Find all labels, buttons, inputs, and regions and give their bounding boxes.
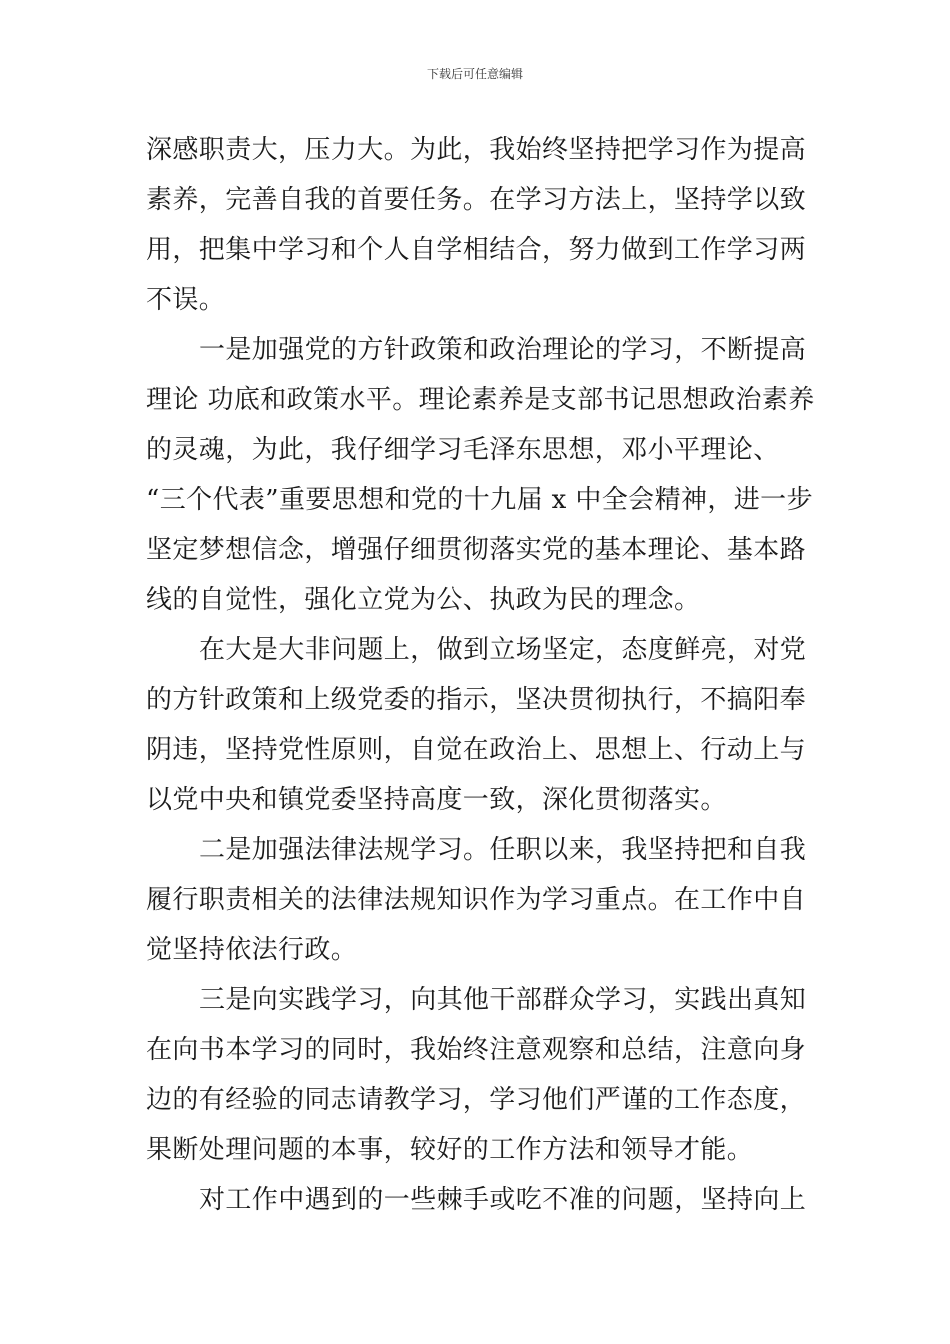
- text-line: 一是加强党的方针政策和政治理论的学习，不断提高: [199, 335, 807, 365]
- text-line: 以党中央和镇党委坚持高度一致，深化贯彻落实。: [146, 785, 727, 815]
- text-line: 三是向实践学习，向其他干部群众学习，实践出真知: [199, 985, 807, 1015]
- text-line: 的灵魂，为此，我仔细学习毛泽东思想，邓小平理论、: [146, 435, 780, 465]
- page-header-note: 下载后可任意编辑: [426, 67, 523, 81]
- text-line: 线的自觉性，强化立党为公、执政为民的理念。: [146, 585, 701, 615]
- text-line: 边的有经验的同志请教学习，学习他们严谨的工作态度，: [146, 1085, 807, 1115]
- text-line: 理论 功底和政策水平。理论素养是支部书记思想政治素养: [146, 385, 815, 415]
- text-line: 深感职责大，压力大。为此，我始终坚持把学习作为提高: [146, 135, 807, 165]
- text-line: 不误。: [146, 285, 226, 315]
- text-line: 履行职责相关的法律法规知识作为学习重点。在工作中自: [146, 885, 807, 915]
- text-line: 觉坚持依法行政。: [146, 935, 358, 965]
- document-body: [146, 125, 815, 1225]
- text-line: 在大是大非问题上，做到立场坚定，态度鲜亮，对党: [199, 635, 807, 665]
- text-line: 果断处理问题的本事，较好的工作方法和领导才能。: [146, 1135, 754, 1165]
- text-line: 阴违，坚持党性原则，自觉在政治上、思想上、行动上与: [146, 735, 807, 765]
- text-line: 的方针政策和上级党委的指示，坚决贯彻执行，不搞阳奉: [146, 685, 807, 715]
- text-line: 素养，完善自我的首要任务。在学习方法上，坚持学以致: [146, 185, 807, 215]
- text-line: “三个代表”重要思想和党的十九届 x 中全会精神，进一步: [146, 485, 813, 515]
- text-line: 在向书本学习的同时，我始终注意观察和总结，注意向身: [146, 1035, 807, 1065]
- text-line: 用，把集中学习和个人自学相结合，努力做到工作学习两: [146, 235, 807, 265]
- text-line: 二是加强法律法规学习。任职以来，我坚持把和自我: [199, 835, 807, 865]
- text-line: 对工作中遇到的一些棘手或吃不准的问题，坚持向上: [199, 1185, 807, 1215]
- text-line: 坚定梦想信念，增强仔细贯彻落实党的基本理论、基本路: [146, 535, 807, 565]
